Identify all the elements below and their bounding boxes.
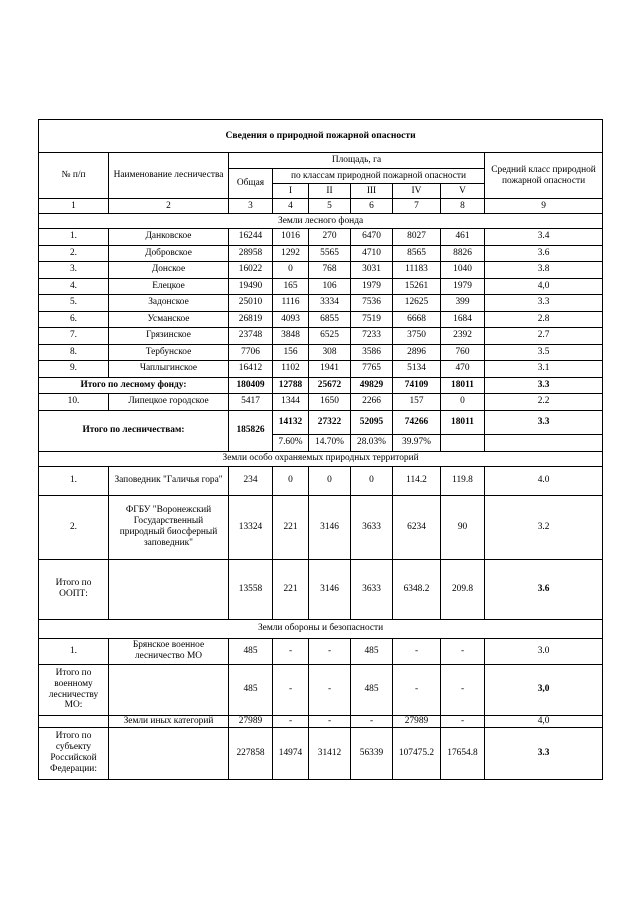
forestry-total-row bbox=[39, 410, 603, 434]
cell-num: 1. bbox=[39, 638, 109, 664]
cell-avg: 3.6 bbox=[485, 245, 603, 262]
cell-num-empty bbox=[39, 715, 109, 727]
cell-total: 485 bbox=[229, 638, 273, 664]
cell-total: 5417 bbox=[229, 394, 273, 411]
cell-avg: 3.6 bbox=[485, 559, 603, 619]
cell-class-3: 49829 bbox=[351, 377, 393, 394]
cell-percent-2: 14.70% bbox=[309, 434, 351, 451]
header-class-4: IV bbox=[393, 184, 441, 199]
forestry-row bbox=[39, 245, 603, 262]
cell-total: 28958 bbox=[229, 245, 273, 262]
cell-total: 13324 bbox=[229, 495, 273, 559]
cell-avg: 3.8 bbox=[485, 262, 603, 279]
cell-class-2: 1941 bbox=[309, 361, 351, 378]
cell-total: 13558 bbox=[229, 559, 273, 619]
col-number: 5 bbox=[309, 199, 351, 214]
cell-name: Донское bbox=[109, 262, 229, 279]
cell-class-5: 1684 bbox=[441, 311, 485, 328]
cell-name: Чаплыгинское bbox=[109, 361, 229, 378]
cell-num: 7. bbox=[39, 328, 109, 345]
cell-class-1: 1292 bbox=[273, 245, 309, 262]
cell-class-4: 27989 bbox=[393, 715, 441, 727]
cell-total: 7706 bbox=[229, 344, 273, 361]
other-row bbox=[39, 715, 603, 727]
forestry-row bbox=[39, 344, 603, 361]
protected-row bbox=[39, 466, 603, 495]
cell-class-2: - bbox=[309, 715, 351, 727]
cell-num: 2. bbox=[39, 495, 109, 559]
cell-total: 180409 bbox=[229, 377, 273, 394]
cell-class-2: 3146 bbox=[309, 495, 351, 559]
cell-total: 234 bbox=[229, 466, 273, 495]
forestry-row bbox=[39, 262, 603, 279]
cell-class-4: 74109 bbox=[393, 377, 441, 394]
cell-avg: 2.7 bbox=[485, 328, 603, 345]
cell-class-1: - bbox=[273, 715, 309, 727]
cell-num: 4. bbox=[39, 278, 109, 295]
cell-class-3: 3633 bbox=[351, 495, 393, 559]
cell-class-1: 12788 bbox=[273, 377, 309, 394]
cell-class-3: 7765 bbox=[351, 361, 393, 378]
section-forest: Земли лесного фонда bbox=[39, 214, 603, 229]
header-num: № п/п bbox=[39, 153, 109, 199]
col-number: 7 bbox=[393, 199, 441, 214]
cell-class-2: 27322 bbox=[309, 410, 351, 434]
cell-class-5: 2392 bbox=[441, 328, 485, 345]
cell-total: 16022 bbox=[229, 262, 273, 279]
row-label: Итого по лесничествам: bbox=[39, 410, 229, 451]
cell-num: 10. bbox=[39, 394, 109, 411]
cell-class-3: 7233 bbox=[351, 328, 393, 345]
row-label: Итого по лесному фонду: bbox=[39, 377, 229, 394]
lipetsk-row bbox=[39, 394, 603, 411]
row-label: Итого по субъекту Российской Федерации: bbox=[39, 727, 109, 779]
cell-name: Данковское bbox=[109, 229, 229, 246]
cell-class-5: 90 bbox=[441, 495, 485, 559]
cell-name: Задонское bbox=[109, 295, 229, 312]
col-number: 2 bbox=[109, 199, 229, 214]
cell-num: 6. bbox=[39, 311, 109, 328]
cell-class-5: 18011 bbox=[441, 377, 485, 394]
cell-class-1: 4093 bbox=[273, 311, 309, 328]
cell-class-3: 56339 bbox=[351, 727, 393, 779]
cell-class-3: 1979 bbox=[351, 278, 393, 295]
forestry-row bbox=[39, 328, 603, 345]
cell-percent-3: 28.03% bbox=[351, 434, 393, 451]
cell-class-5: 0 bbox=[441, 394, 485, 411]
cell-total: 25010 bbox=[229, 295, 273, 312]
col-number: 9 bbox=[485, 199, 603, 214]
cell-total: 26819 bbox=[229, 311, 273, 328]
cell-class-5: 470 bbox=[441, 361, 485, 378]
cell-class-4: 8565 bbox=[393, 245, 441, 262]
cell-class-1: 165 bbox=[273, 278, 309, 295]
cell-name: Грязинское bbox=[109, 328, 229, 345]
cell-num: 9. bbox=[39, 361, 109, 378]
cell-class-2: - bbox=[309, 664, 351, 715]
forestry-row bbox=[39, 311, 603, 328]
cell-avg: 4.0 bbox=[485, 466, 603, 495]
cell-total: 185826 bbox=[229, 410, 273, 451]
section-defense: Земли обороны и безопасности bbox=[39, 619, 603, 638]
protected-total-row bbox=[39, 559, 603, 619]
cell-class-1: 1102 bbox=[273, 361, 309, 378]
cell-class-2: - bbox=[309, 638, 351, 664]
forest-total-row bbox=[39, 377, 603, 394]
cell-class-4: 3750 bbox=[393, 328, 441, 345]
cell-avg: 3.0 bbox=[485, 638, 603, 664]
cell-class-3: 3633 bbox=[351, 559, 393, 619]
table-title: Сведения о природной пожарной опасности bbox=[39, 120, 603, 153]
cell-class-3: 3586 bbox=[351, 344, 393, 361]
col-number: 3 bbox=[229, 199, 273, 214]
cell-class-4: 8027 bbox=[393, 229, 441, 246]
forestry-row bbox=[39, 229, 603, 246]
cell-total: 23748 bbox=[229, 328, 273, 345]
header-class-5: V bbox=[441, 184, 485, 199]
cell-name: Брянское военное лесничество МО bbox=[109, 638, 229, 664]
cell-num: 8. bbox=[39, 344, 109, 361]
cell-class-1: 1116 bbox=[273, 295, 309, 312]
cell-class-5: 399 bbox=[441, 295, 485, 312]
cell-class-3: 2266 bbox=[351, 394, 393, 411]
cell-avg: 3.3 bbox=[485, 295, 603, 312]
cell-class-1: 0 bbox=[273, 262, 309, 279]
cell-name-empty bbox=[109, 727, 229, 779]
cell-name: Заповедник "Галичья гора" bbox=[109, 466, 229, 495]
cell-class-2: 308 bbox=[309, 344, 351, 361]
cell-class-5: 8826 bbox=[441, 245, 485, 262]
cell-class-2: 25672 bbox=[309, 377, 351, 394]
fire-danger-table-container bbox=[38, 119, 602, 780]
header-total: Общая bbox=[229, 169, 273, 199]
cell-class-3: 3031 bbox=[351, 262, 393, 279]
cell-name: Тербунское bbox=[109, 344, 229, 361]
header-avg-class: Средний класс природной пожарной опасности bbox=[485, 153, 603, 199]
cell-class-5: - bbox=[441, 638, 485, 664]
header-row-1 bbox=[39, 153, 603, 169]
cell-num: 1. bbox=[39, 229, 109, 246]
section-protected: Земли особо охраняемых природных территорий bbox=[39, 451, 603, 466]
cell-total: 485 bbox=[229, 664, 273, 715]
cell-class-2: 0 bbox=[309, 466, 351, 495]
forestry-row bbox=[39, 295, 603, 312]
cell-class-1: 0 bbox=[273, 466, 309, 495]
cell-class-5: - bbox=[441, 715, 485, 727]
col-number: 8 bbox=[441, 199, 485, 214]
cell-num: 3. bbox=[39, 262, 109, 279]
cell-class-4: 15261 bbox=[393, 278, 441, 295]
cell-class-1: 221 bbox=[273, 495, 309, 559]
cell-total: 27989 bbox=[229, 715, 273, 727]
cell-total: 16244 bbox=[229, 229, 273, 246]
cell-class-3: 7536 bbox=[351, 295, 393, 312]
cell-num: 5. bbox=[39, 295, 109, 312]
cell-class-4: - bbox=[393, 664, 441, 715]
cell-class-1: - bbox=[273, 638, 309, 664]
cell-total: 227858 bbox=[229, 727, 273, 779]
cell-class-1: 14974 bbox=[273, 727, 309, 779]
cell-class-1: 1016 bbox=[273, 229, 309, 246]
cell-name: Липецкое городское bbox=[109, 394, 229, 411]
cell-class-2: 3146 bbox=[309, 559, 351, 619]
cell-class-1: 3848 bbox=[273, 328, 309, 345]
section-protected-row bbox=[39, 451, 603, 466]
col-number: 4 bbox=[273, 199, 309, 214]
cell-class-2: 6855 bbox=[309, 311, 351, 328]
cell-class-2: 31412 bbox=[309, 727, 351, 779]
cell-class-1: 221 bbox=[273, 559, 309, 619]
cell-class-5: 1979 bbox=[441, 278, 485, 295]
header-by-class: по классам природной пожарной опасности bbox=[273, 169, 485, 184]
cell-class-2: 1650 bbox=[309, 394, 351, 411]
cell-class-4: 6668 bbox=[393, 311, 441, 328]
column-number-row bbox=[39, 199, 603, 214]
cell-name: ФГБУ "Воронежский Государственный природный биосферный заповедник" bbox=[109, 495, 229, 559]
cell-name: Елецкое bbox=[109, 278, 229, 295]
cell-avg: 4,0 bbox=[485, 715, 603, 727]
table-title-row bbox=[39, 120, 603, 153]
defense-total-row bbox=[39, 664, 603, 715]
protected-row bbox=[39, 495, 603, 559]
cell-class-4: 114.2 bbox=[393, 466, 441, 495]
header-area: Площадь, га bbox=[229, 153, 485, 169]
cell-avg: 3.1 bbox=[485, 361, 603, 378]
cell-avg: 3.2 bbox=[485, 495, 603, 559]
cell-avg: 2.8 bbox=[485, 311, 603, 328]
cell-name: Усманское bbox=[109, 311, 229, 328]
cell-class-3: - bbox=[351, 715, 393, 727]
cell-class-4: - bbox=[393, 638, 441, 664]
cell-num: 2. bbox=[39, 245, 109, 262]
cell-class-5: 1040 bbox=[441, 262, 485, 279]
cell-class-4: 2896 bbox=[393, 344, 441, 361]
col-number: 1 bbox=[39, 199, 109, 214]
cell-name: Добровское bbox=[109, 245, 229, 262]
cell-class-3: 0 bbox=[351, 466, 393, 495]
cell-class-5: 17654.8 bbox=[441, 727, 485, 779]
cell-avg: 4,0 bbox=[485, 278, 603, 295]
cell-name: Земли иных категорий bbox=[109, 715, 229, 727]
cell-percent-5 bbox=[441, 434, 485, 451]
cell-avg: 3.5 bbox=[485, 344, 603, 361]
row-label: Итого по ООПТ: bbox=[39, 559, 109, 619]
cell-class-3: 6470 bbox=[351, 229, 393, 246]
cell-class-4: 157 bbox=[393, 394, 441, 411]
cell-class-3: 485 bbox=[351, 638, 393, 664]
cell-avg: 2.2 bbox=[485, 394, 603, 411]
forestry-row bbox=[39, 361, 603, 378]
cell-percent-1: 7.60% bbox=[273, 434, 309, 451]
cell-class-2: 768 bbox=[309, 262, 351, 279]
grand-total-row bbox=[39, 727, 603, 779]
cell-class-3: 52095 bbox=[351, 410, 393, 434]
cell-name-empty bbox=[109, 664, 229, 715]
cell-class-5: 209.8 bbox=[441, 559, 485, 619]
cell-class-1: - bbox=[273, 664, 309, 715]
cell-total: 19490 bbox=[229, 278, 273, 295]
forestry-row bbox=[39, 278, 603, 295]
col-number: 6 bbox=[351, 199, 393, 214]
cell-class-2: 270 bbox=[309, 229, 351, 246]
cell-avg: 3.3 bbox=[485, 377, 603, 394]
cell-class-4: 74266 bbox=[393, 410, 441, 434]
row-label: Итого по военному лесничеству МО: bbox=[39, 664, 109, 715]
cell-class-5: 119.8 bbox=[441, 466, 485, 495]
cell-class-4: 107475.2 bbox=[393, 727, 441, 779]
cell-avg: 3,0 bbox=[485, 664, 603, 715]
cell-class-4: 6234 bbox=[393, 495, 441, 559]
cell-class-4: 12625 bbox=[393, 295, 441, 312]
cell-class-2: 106 bbox=[309, 278, 351, 295]
cell-class-3: 4710 bbox=[351, 245, 393, 262]
cell-class-4: 11183 bbox=[393, 262, 441, 279]
cell-avg: 3.3 bbox=[485, 727, 603, 779]
cell-class-1: 14132 bbox=[273, 410, 309, 434]
cell-class-3: 485 bbox=[351, 664, 393, 715]
cell-num: 1. bbox=[39, 466, 109, 495]
header-class-3: III bbox=[351, 184, 393, 199]
cell-class-5: - bbox=[441, 664, 485, 715]
defense-row bbox=[39, 638, 603, 664]
cell-name-empty bbox=[109, 559, 229, 619]
cell-class-2: 6525 bbox=[309, 328, 351, 345]
cell-class-3: 7519 bbox=[351, 311, 393, 328]
header-class-2: II bbox=[309, 184, 351, 199]
cell-class-4: 6348.2 bbox=[393, 559, 441, 619]
cell-class-5: 18011 bbox=[441, 410, 485, 434]
cell-percent-4: 39.97% bbox=[393, 434, 441, 451]
fire-danger-table bbox=[38, 119, 603, 780]
section-defense-row bbox=[39, 619, 603, 638]
cell-total: 16412 bbox=[229, 361, 273, 378]
cell-class-5: 461 bbox=[441, 229, 485, 246]
cell-class-2: 5565 bbox=[309, 245, 351, 262]
table-body bbox=[39, 120, 603, 780]
cell-avg: 3.4 bbox=[485, 229, 603, 246]
header-name: Наименование лесничества bbox=[109, 153, 229, 199]
section-forest-row bbox=[39, 214, 603, 229]
cell-avg: 3.3 bbox=[485, 410, 603, 434]
cell-class-5: 760 bbox=[441, 344, 485, 361]
cell-avg-empty bbox=[485, 434, 603, 451]
cell-class-1: 156 bbox=[273, 344, 309, 361]
header-class-1: I bbox=[273, 184, 309, 199]
cell-class-2: 3334 bbox=[309, 295, 351, 312]
cell-class-1: 1344 bbox=[273, 394, 309, 411]
cell-class-4: 5134 bbox=[393, 361, 441, 378]
